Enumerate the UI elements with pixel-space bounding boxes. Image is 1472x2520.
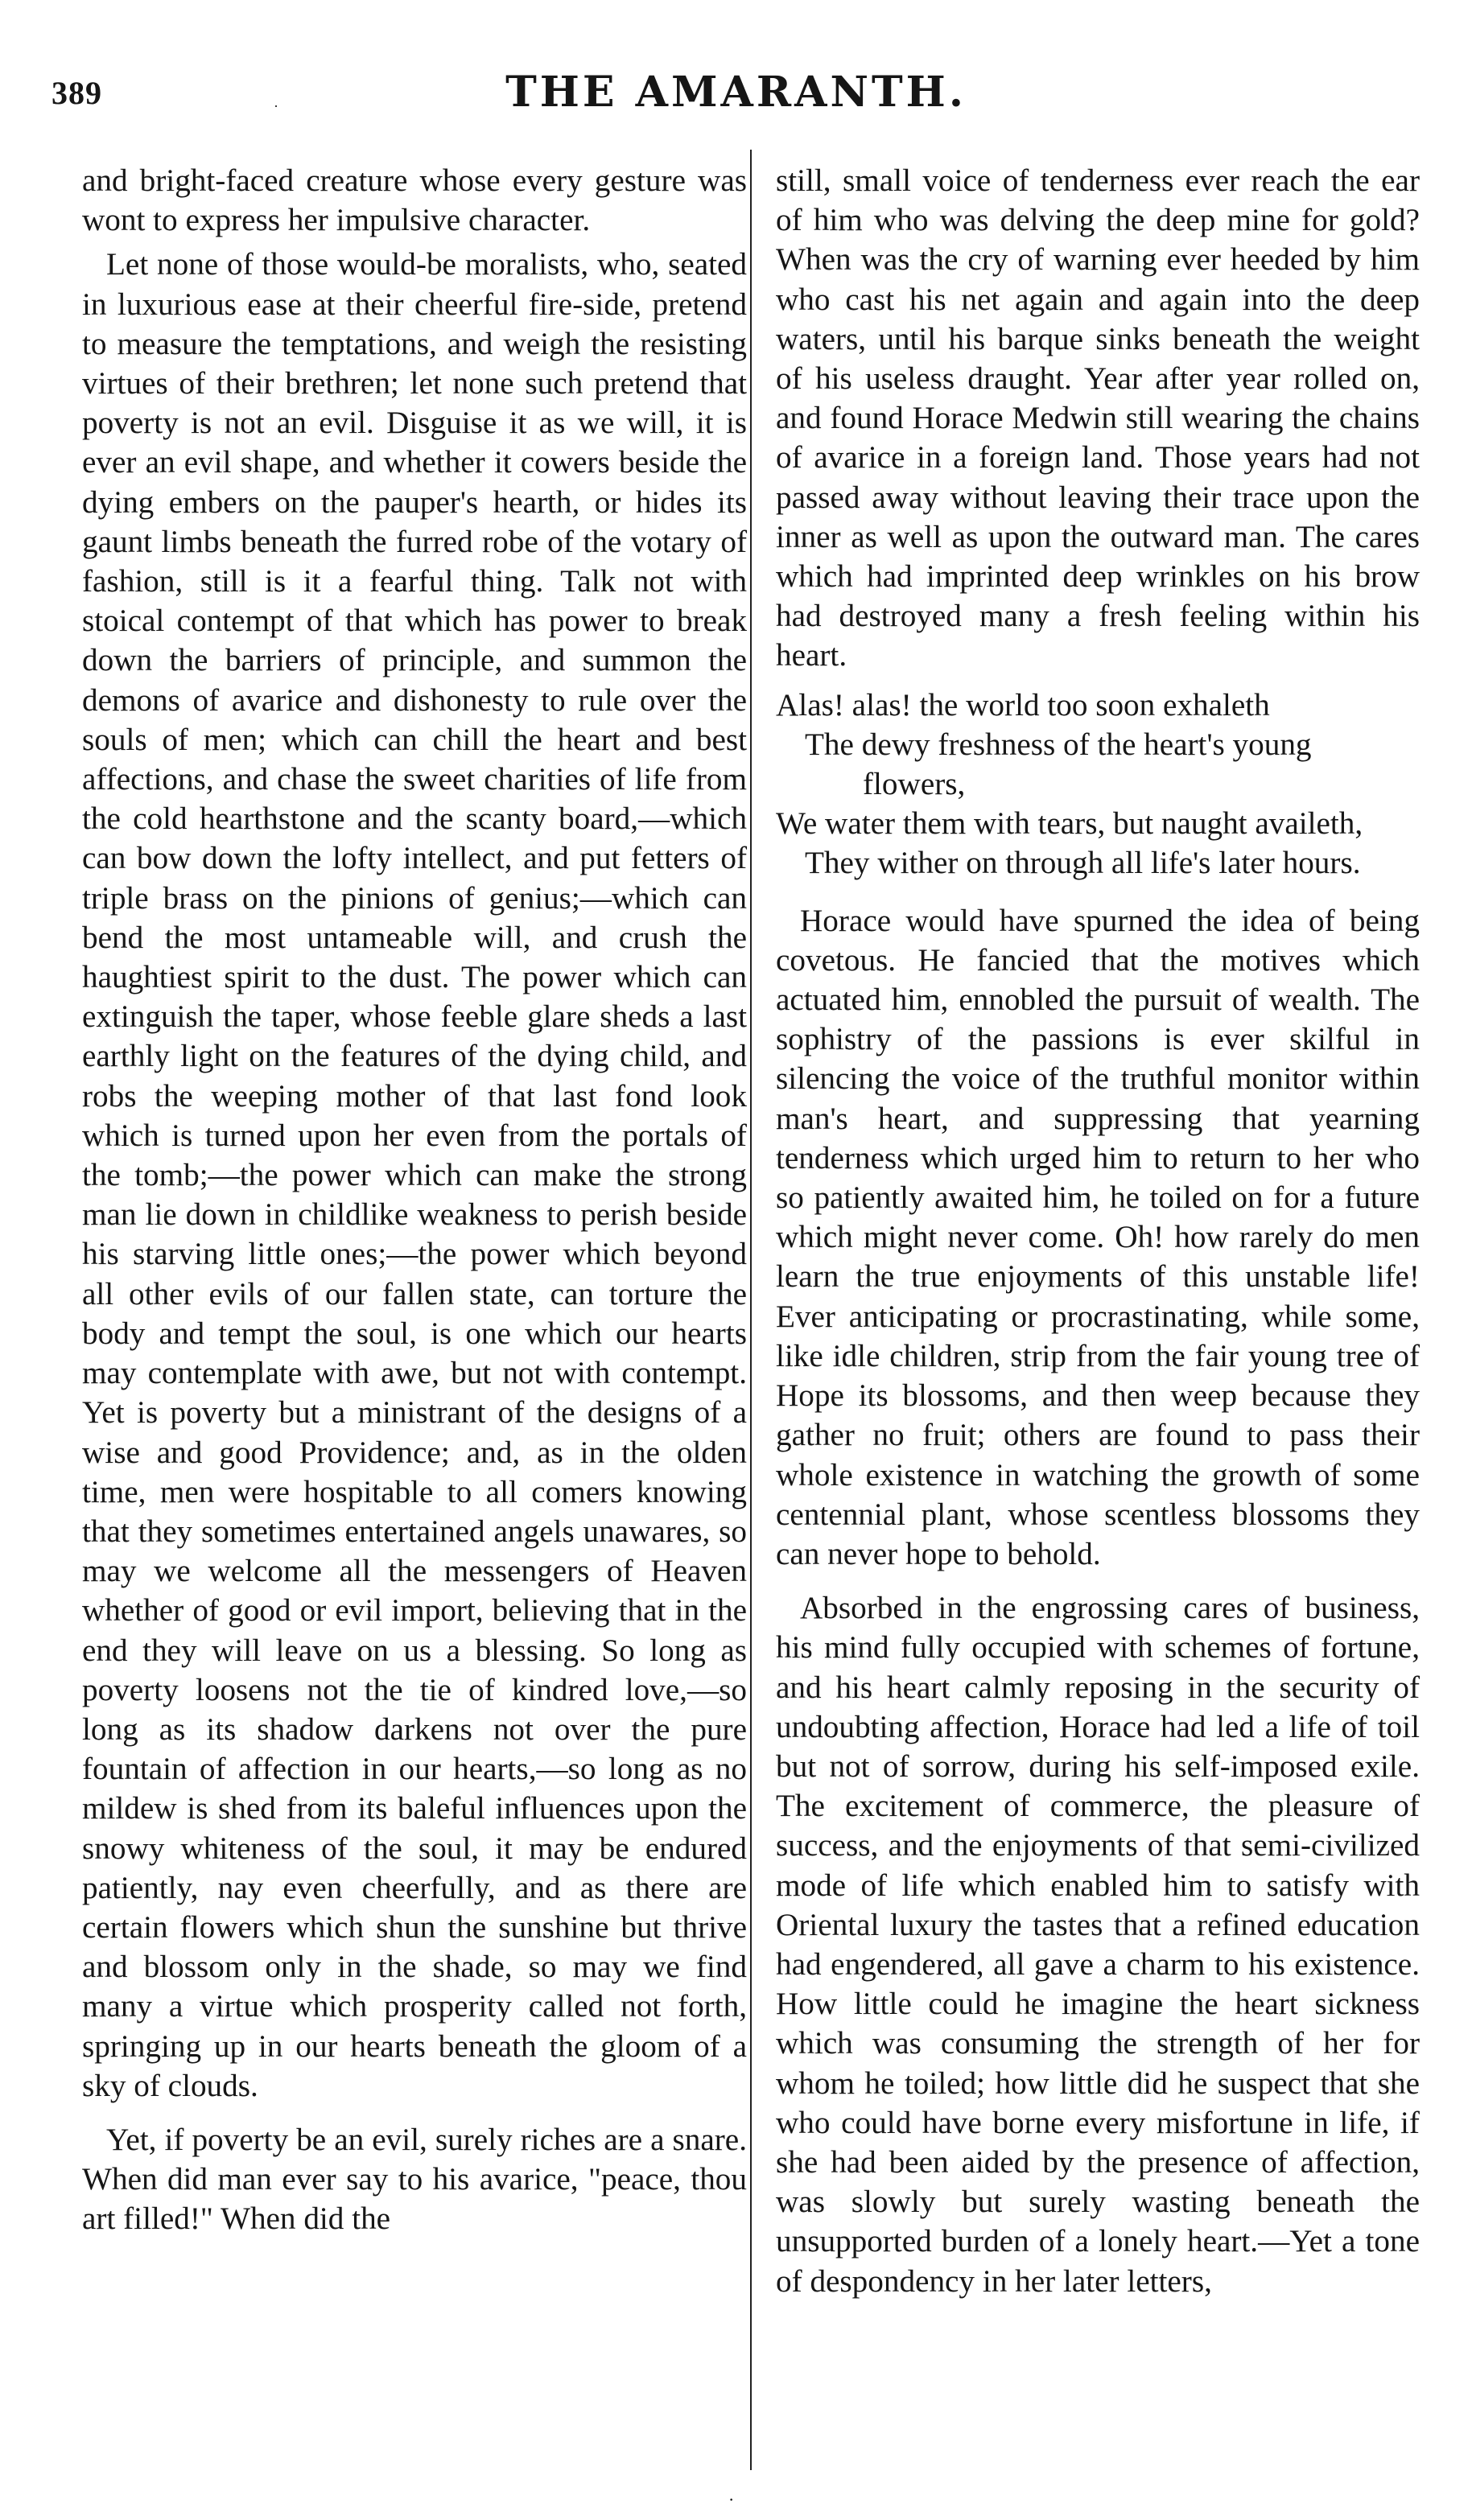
right-column	[776, 161, 1420, 2301]
column-rule	[750, 150, 752, 2470]
right-paragraph-3: Absorbed in the engrossing cares of business, his mind fully occupied with schemes of fortune, and his heart calmly reposing in the security of undoubting affection, Horace had led a life of toil but not of sorrow, during his self-imposed exile. The excitement of commerce, the pleasure of success, and the enjoyments of that semi-civilized mode of life which enabled him to satisfy with Oriental luxury the tastes that a refined education had engendered, all gave a charm to his existence. How little could he imagine the heart sickness which was consuming the strength of her for whom he toiled; how little did he suspect that she who could have borne every misfortune in life, if she had been aided by the presence of affection, was slowly but surely wasting beneath the unsupported burden of a lonely heart.—Yet a tone of despondency in her later letters,	[776, 1591, 1420, 2299]
left-paragraph-2: Let none of those would-be moralists, who, seated in luxurious ease at their cheerful fire-side, pretend to measure the temptations, and weigh the resisting virtues of their brethren; let none such pretend that poverty is not an evil. Disguise it as we will, it is ever an evil shape, and whether it cowers beside the dying embers on the pauper's hearth, or hides its gaunt limbs beneath the furred robe of the votary of fashion, still is it a fearful thing. Talk not with stoical contempt of that which has power to break down the barriers of principle, and summon the demons of avarice and dishonesty to rule over the souls of men; which can chill the heart and best affections, and chase the sweet charities of life from the cold hearthstone and the scanty board,—which can bow down the lofty intellect, and put fetters of triple brass on the pinions of genius;—which can bend the most untameable will, and crush the haughtiest spirit to the dust. The power which can extinguish the taper, whose feeble glare sheds a last earthly light on the features of the dying child, and robs the weeping mother of that last fond look which is turned upon her even from the portals of the tomb;—the power which can make the strong man lie down in childlike weakness to perish beside his starving little ones;—the power which beyond all other evils of our fallen state, can torture the body and tempt the soul, is one which our hearts may contemplate with awe, but not with contempt. Yet is poverty but a ministrant of the designs of a wise and good Providence; and, as in the olden time, men were hospitable to all comers knowing that they sometimes entertained angels unawares, so may we welcome all the messengers of Heaven whether of good or evil import, believing that in the end they will leave on us a blessing. So long as poverty loosens not the tie of kindred love,—so long as its shadow darkens not over the pure fountain of affection in our hearts,—so long as no mildew is shed from its baleful influences upon the snowy whiteness of the soul, it may be endured patiently, nay even cheerfully, and as there are certain flowers which shun the sunshine but thrive and blossom only in the shade, so may we find many a virtue which prosperity called not forth, springing up in our hearts beneath the gloom of a sky of clouds.	[82, 247, 747, 2103]
right-paragraph-2: Horace would have spurned the idea of being covetous. He fancied that the motives which actuated him, ennobled the pursuit of wealth. The sophistry of the passions is ever skilful in silencing the voice of the truthful monitor within man's heart, and suppressing that yearning tenderness which urged him to return to her who so patiently awaited him, he toiled on for a future which might never come. Oh! how rarely do men learn the true enjoyments of this unstable life! Ever anticipating or procrastinating, while some, like idle children, strip from the fair young tree of Hope its blossoms, and then weep because they gather no fruit; others are found to pass their whole existence in watching the growth of some centennial plant, whose scentless blossoms they can never hope to behold.	[776, 903, 1420, 1571]
left-paragraph-1: and bright-faced creature whose every gesture was wont to express her impulsive character.	[82, 163, 747, 238]
footer-mark: ·	[728, 2489, 735, 2510]
verse-line: The dewy freshness of the heart's young	[805, 727, 1312, 762]
verse-line: flowers,	[863, 767, 966, 802]
verse-quotation	[776, 686, 1420, 883]
running-head: THE AMARANTH.	[505, 68, 967, 117]
left-paragraph-3: Yet, if poverty be an evil, surely riches are a snare. When did man ever say to his avarice, "peace, thou art filled!" When did the	[82, 2122, 747, 2237]
verse-line: They wither on through all life's later hours.	[805, 846, 1361, 881]
page-number: 389	[52, 75, 102, 111]
verse-line: Alas! alas! the world too soon exhaleth	[776, 687, 1270, 723]
verse-line: We water them with tears, but naught availeth,	[776, 806, 1363, 842]
left-column	[82, 161, 747, 2239]
printer-mark: ·	[274, 98, 278, 114]
right-paragraph-1: still, small voice of tenderness ever reach the ear of him who was delving the deep mine for gold? When was the cry of warning ever heeded by him who cast his net again and again into the deep waters, until his barque sinks beneath the weight of his useless draught. Year after year rolled on, and found Horace Medwin still wearing the chains of avarice in a foreign land. Those years had not passed away without leaving their trace upon the inner as well as upon the outward man. The cares which had imprinted deep wrinkles on his brow had destroyed many a fresh feeling within his heart.	[776, 163, 1420, 673]
